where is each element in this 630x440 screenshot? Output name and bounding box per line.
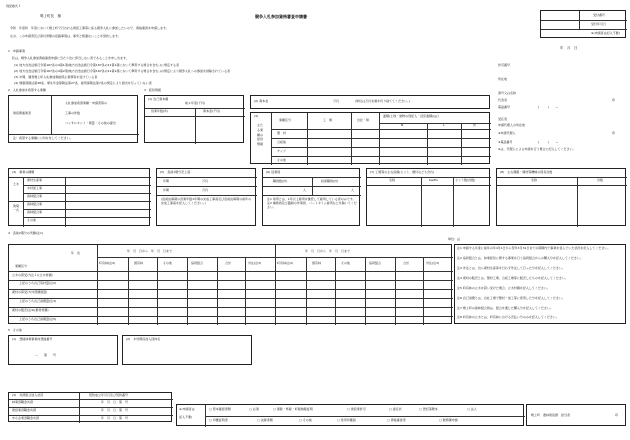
registration-title: (1) 登録林業事業体登録番号 [12,337,53,341]
agent-label-1: 受任者 [498,117,508,121]
registration-value[interactable]: ー 第 号 [35,353,57,357]
scale-h-area: 面積(土地・建物の別記入・延床面積)(㎡) [383,114,439,118]
checklist-item[interactable]: □ 委任状 [389,407,402,411]
checklist-item[interactable]: □ 決算書類 [257,418,273,422]
col-header: 町有林(注2) [277,261,294,265]
results-note: 注1 申請する年度に前年の年4月1日から翌年3月31日までの期間内で事業を営んでいた状況を記入してください。 [457,246,611,250]
equipment-h2: Kw/Ps [429,178,438,182]
sales-table [156,168,256,226]
business-group-2: 建築一式 [13,204,20,212]
machines-h2: 台数 [597,178,604,182]
col-header: その他 [341,261,351,265]
col-header: 町有林(注2) [99,261,116,265]
equipment-table [366,168,490,226]
mutual-aid-date: 年 月 日 第 号 [101,400,129,404]
capital-h1: 営業年数(年) [151,109,169,113]
col-header: 協同組合 [369,261,382,265]
checklist-item[interactable]: □ その他 [299,418,312,422]
results-note: 注2 協同組合とは、林業経営に関する事業を行う協同組合からの購入分を記入してください。 [457,256,583,260]
col-header: 合計 [225,261,232,265]
office-box [526,404,626,426]
checklist-item[interactable]: □ 資格審査書 [387,418,406,422]
machines-h1: 名称 [531,178,538,182]
section1-line: (3) 中間、調書鳴上町入札参加資格停止業務等を受けている者 [14,75,98,79]
sales-line: 年間 万円 [163,188,209,192]
checklist-item[interactable]: □ 使用印鑑届 [337,418,356,422]
business-group-1: 土木 [13,182,20,186]
agent-note: ※は、代理人による申請を行う場合に記入してください。 [498,147,576,151]
page-title: 競争入札参加資格審査申請書 [255,14,307,19]
results-row-label: 上記のうち自己造材量(注2) [19,281,57,285]
addressee: 鳴上町長 様 [40,14,61,18]
section2-left-label: 建設関連業者 [13,111,32,115]
business-item: 森林組合業 [27,210,43,214]
sales-line: 年間 万円 [163,179,209,183]
section2-opt2[interactable]: 工事の件数 [65,111,81,115]
results-notes [454,244,626,324]
employees-table [262,168,360,226]
capital-note: (単位は万円未満を切り捨ててください。) [355,99,410,103]
capital-amount-box [250,95,490,109]
footer-checklist [176,404,524,426]
intro-line-2: なお、この申請書及び添付書類の記載事項は、事実と相違ないことを誓約します。 [10,34,121,38]
phone-label: 電話番号 [498,105,511,109]
scale-row: 製 材 [277,131,287,135]
capital-title: (1) 自己資本額 [148,97,169,101]
results-table [8,244,452,324]
phone2-label: ※電話番号 [498,140,513,144]
office-label: 鳴上町 農林建設課 担当者 [531,413,571,417]
business-item: 素材生産業 [27,178,43,182]
footer-left-1: ※(申請者は [179,407,195,411]
staff-note: ※(申請者は記入不要) [591,31,620,35]
capital-unit: 万円 [333,99,340,103]
intro-line-1: 令和 年度和 年度において鳴上町で行われる建設工事等に係る競争入札に参加したいので、資格審査を申請します。 [10,26,169,30]
employees-h1: 職員数(計) [273,179,288,183]
results-note: 注3 外注とは、自ら素材生産等を行わず外注して行った分を記入してください。 [457,266,565,270]
section1-label: 1 申請事項 [8,49,25,53]
results-row-label: 素材の販売(注4)(素材材積) [12,308,49,312]
equipment-title: (7) 工場等の主な設備(セット、据付なども含む) [370,170,435,174]
results-note: 注5 町有林の立木を買い受けた場合、立木材積を記入してください。 [457,286,550,290]
scale-title: (3) [254,114,259,118]
results-note: 注7 鳴上町の森林組合員は、組合を通じた購入分を記入してください。 [457,306,553,310]
reception-no-label: 受付番号 [593,13,606,17]
results-row-label: 立木の買受け(注１)(立木材積) [12,273,53,277]
col-header: 協同組合 [191,261,204,265]
results-row-label: 上記のうち自己消費量(注3) [19,299,57,303]
col-header: 外注(注3) [248,261,262,265]
section2-note: 注：希望する業種に○印を付してください。 [13,136,73,140]
col-header: 国有林 [312,261,322,265]
form-id: 別記様式１ [6,4,22,8]
association-box [122,335,252,365]
phone-field[interactable]: ( ) ー [538,105,559,109]
capital-table [144,95,244,143]
mutual-aid-row: 建設業退職金共済 [12,408,37,412]
checklist-item[interactable]: □ 税務署申請 [439,418,458,422]
other-label: 5 その他 [8,328,22,332]
checklist-item[interactable]: □ 法人 [467,407,477,411]
capital-h2: 資本金(千円) [203,109,221,113]
seal-1: 印 [612,98,616,102]
equipment-h1: 名称 [389,178,396,182]
scale-h-owner: 自社・賃 [357,118,370,122]
scale-row: チップ [277,149,286,153]
col-header: 合計 [403,261,410,265]
seal-2: 印 [612,131,616,135]
results-row-label: 素材の買受け(外部調達量) [12,290,48,294]
employees-note: 注1 常用とは、1年以上雇用を継続して雇用している者のみです。注2 補助員及び臨時の作業員、パートタイム雇用などを除いてください。 [267,197,357,209]
sales-title: (5) 直前1期分売上高 [160,170,191,174]
machines-title: (8) 主な運搬・運材等機械の保有台数 [500,170,553,174]
footer-left-2: 記入不要) [179,415,193,419]
results-note: 注6 自己消費とは、自社工場で製材・加工等に使用した分を記入してください。 [457,296,565,300]
agent-label-2: 申請代理人の所在地 [498,123,526,127]
period-1: 年 月 日から 年 月 日まで [127,249,173,253]
reception-box [540,10,626,38]
address-label: 所在地 [498,77,508,81]
mutual-aid-date: 年 月 日 第 号 [101,416,129,420]
checklist-item[interactable]: □ 印鑑証明書 [209,418,228,422]
registration-box [8,335,118,365]
mutual-aid-right-title: 契約成立年月日及び契約番号 [89,393,129,397]
scale-h-works: 工 場 [323,118,333,122]
results-note: 注4 素材の販売とは、製材工場、合板工場等に販売したものを記入してください。 [457,276,568,280]
checklist-item[interactable]: □ 登記簿謄本 [419,407,438,411]
scale-h-kind: 業種区分 [279,118,292,122]
reception-date-label: 受付年月日 [591,22,607,26]
period-2: 年 月 日から 年 月 日まで [305,249,351,253]
section1-line: (4) 健康保険法第48条、厚生年金保険法第27条、雇用保険法第7条の規定により届出を行っていない者 [14,81,152,85]
scale-row: 合板他 [277,140,287,144]
section3-label: 3 経営規模 [144,88,161,92]
capital-amount-title: (2) 資本金 [254,99,269,103]
section1-line: 私は、鳴争入札参加資格審査申請に当たり次に該当しない者であることを申し出ます。 [12,56,129,60]
mutual-aid-date: 年 月 日 第 号 [101,408,129,412]
sales-note: (直前決算期の営業年数1年間の完成工事高及び直前決算期の前年の完成工事高を記入してください。) [161,197,252,205]
section2-opt1[interactable]: 入札参加希望業種・申請書等の [65,101,108,105]
checklist-item[interactable]: □ 建設業許可 [347,407,366,411]
mutual-aid-title: (3) 共済組合加入状況 [12,393,44,397]
scale-table [250,112,490,164]
business-item: その他 [27,218,37,222]
scale-row: その他 [277,158,287,162]
permit-no-label: 許可番号 [498,63,511,67]
col-header: その他 [163,261,173,265]
section2-box [8,95,138,143]
machines-table [496,168,626,226]
employees-unit-2: 人 [351,188,355,192]
association-title: (2) 木材関係加入団体名 [126,337,161,341]
kind-label: 業種区分 [15,264,28,268]
mutual-aid-row: 林業退職金共済 [12,400,34,404]
checklist-item[interactable]: □ 必須 [249,407,259,411]
application-date: 年 月 日 [560,46,578,50]
scale-h-n: N [401,123,404,127]
checklist-item[interactable]: □ 原本確認書類 [209,407,231,411]
results-note: 注8 町有林の立木とは、町有林における売払い分のみを記入してください。 [457,315,559,319]
equipment-h3: セット数(台数) [455,178,476,182]
col-header: 国有林 [134,261,144,265]
scale-h-l: L [443,123,445,127]
section2-opt3[interactable]: コンサルタント・測量・その他の提出 [65,121,116,125]
representative-label: 代表者 [498,98,508,102]
results-unit: 単位：㎥ [448,237,461,241]
business-item: 森林組合業 [27,194,43,198]
employees-h2: 技術職員(計) [321,179,339,183]
col-header: 外注(注3) [426,261,440,265]
checklist-item[interactable]: □ 国税・県税・町税納税証明 [273,407,313,411]
phone2-field[interactable]: ( ) ー [538,140,559,144]
results-row-label: 上記のうち自己消費量(注5) [19,317,57,321]
employees-unit-1: 人 [303,188,307,192]
capital-sub1: 前々年度(千円) [185,101,206,105]
business-item: 森林組合業 [27,202,43,206]
office-seal: 印 [615,413,619,417]
scale-side: 主たる業種の経営規模 [257,123,264,147]
trade-name-label: 商号又は名称 [498,91,517,95]
results-label: 4 直前2期分の実績(注1) [8,231,44,235]
year-label: 年 次 [71,251,81,255]
business-type-title: (4) 事業の種類 [12,170,35,174]
scale-h-p: 計 [473,123,477,127]
section2-label: 2 入札参加を希望する業種 [8,88,46,92]
mutual-aid-row: 中小企業退職金共済 [12,416,40,420]
business-item: 木材加工業 [27,186,43,190]
section1-line: (1) 地方自治法施行令第167条の4第1項(地方自治法施行令第167条の11第1項において準用する場合を含む。)に規定する者 [14,63,180,67]
employees-title: (6) 従業員 [266,170,281,174]
agent-label-3: ※申請代理人 [498,131,516,135]
business-type-table [8,168,150,226]
mutual-aid-table [8,392,172,422]
section1-line: (2) 地方自治法施行令第167条の4第2項(地方自治法施行令第167条の11第1項において準用する場合を含む。)の規定により競争入札への参加を排除されている者 [14,69,231,73]
